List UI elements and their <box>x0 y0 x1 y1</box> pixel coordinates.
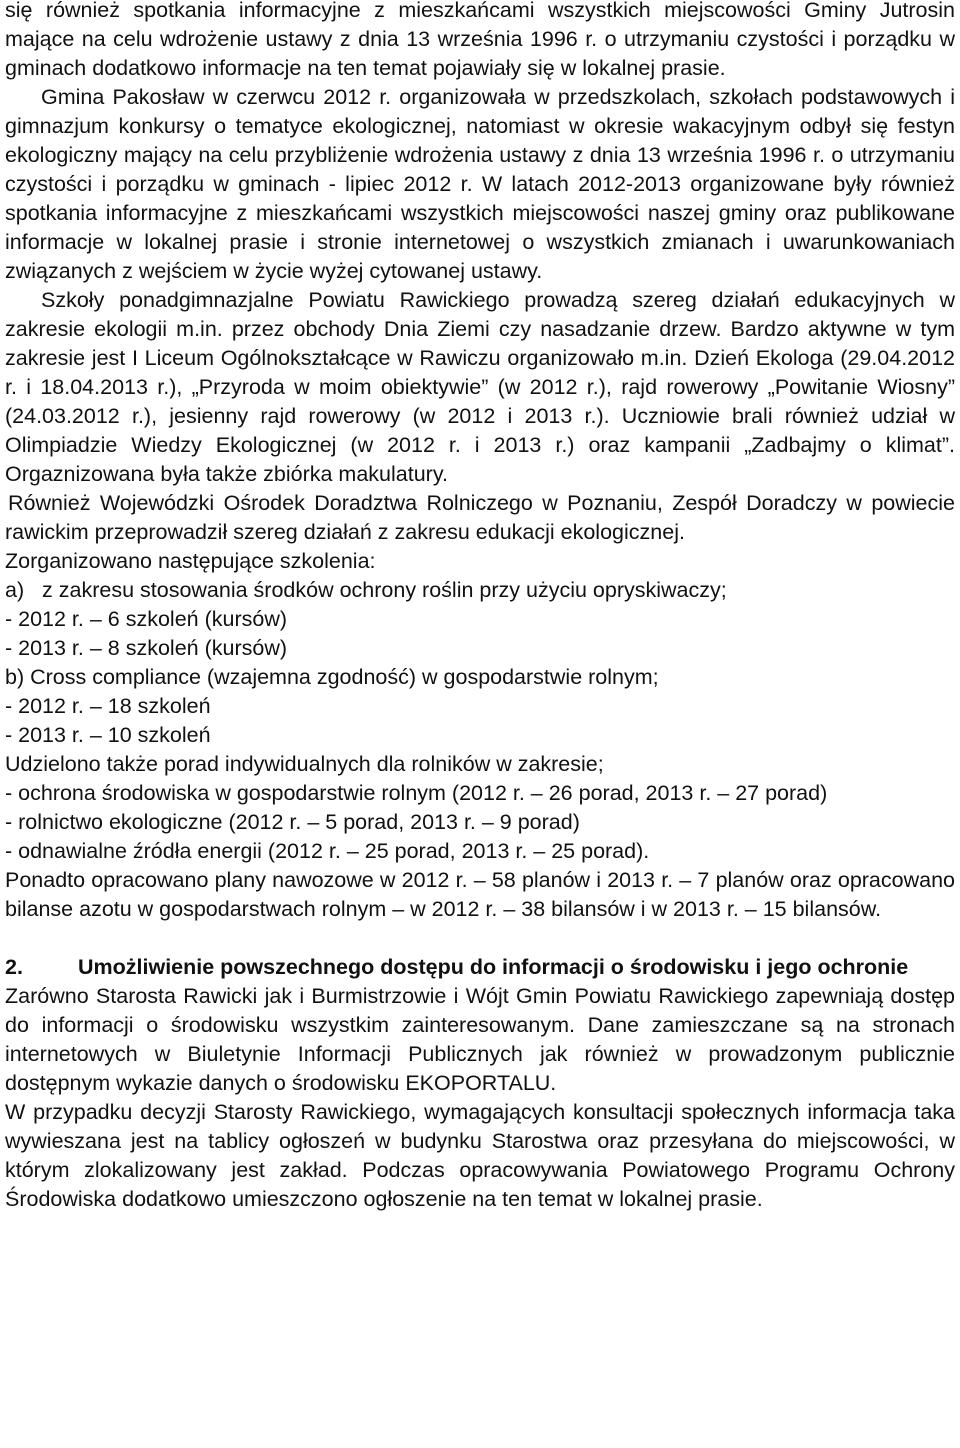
list-item: - 2012 r. – 6 szkoleń (kursów) <box>5 607 288 631</box>
list-item: - 2012 r. – 18 szkoleń <box>5 694 211 718</box>
list-item: - ochrona środowiska w gospodarstwie rolnym (2012 r. – 26 porad, 2013 r. – 27 porad) <box>5 781 828 805</box>
text-line: Zorganizowano następujące szkolenia: <box>5 549 376 573</box>
list-item: b) Cross compliance (wzajemna zgodność) w gospodarstwie rolnym; <box>5 665 659 689</box>
paragraph-wodr: Również Wojewódzki Ośrodek Doradztwa Rolniczego w Poznaniu, Zespół Doradczy w powiecie rawickim przeprowadził szereg działań z zakresu edukacji ekologicznej. <box>5 491 955 544</box>
list-item: a) z zakresu stosowania środków ochrony roślin przy użyciu opryskiwaczy; <box>5 578 727 602</box>
paragraph-jutrosin: się również spotkania informacyjne z mieszkańcami wszystkich miejscowości Gminy Jutrosin mające na celu wdrożenie ustawy z dnia 13 września 1996 r. o utrzymaniu czystości i porządku w gminach dodatkowo informacje na ten temat pojawiały się w lokalnej prasie. <box>5 0 955 80</box>
list-item: - 2013 r. – 10 szkoleń <box>5 723 211 747</box>
paragraph-pakoslaw: Gmina Pakosław w czerwcu 2012 r. organizowała w przedszkolach, szkołach podstawowych i gimnazjum konkursy o tematyce ekologicznej, natomiast w okresie wakacyjnym odbył się festyn ekologiczny mający na celu przybliżenie wdrożenia ustawy z dnia 13 września 1996 r. o utrzymaniu czystości i porządku w gminach - lipiec 2012 r. W latach 2012-2013 organizowane były również spotkania informacyjne z mieszkańcami wszystkich miejscowości naszej gminy oraz publikowane informacje w lokalnej prasie i stronie internetowej o wszystkich zmianach i uwarunkowaniach związanych z wejściem w życie wyżej cytowanej ustawy. <box>5 85 955 283</box>
list-item: - odnawialne źródła energii (2012 r. – 25 porad, 2013 r. – 25 porad). <box>5 839 650 863</box>
paragraph-consultations: W przypadku decyzji Starosty Rawickiego, wymagających konsultacji społecznych informacja taka wywieszana jest na tablicy ogłoszeń w budynku Starostwa oraz przesyłana do miejscowości, w którym zlokalizowany jest zakład. Podczas opracowywania Powiatowego Programu Ochrony Środowiska dodatkowo umieszczono ogłoszenie na ten temat w lokalnej prasie. <box>5 1100 955 1211</box>
document-page <box>5 0 955 1214</box>
section-heading <box>5 953 955 982</box>
paragraph-schools: Szkoły ponadgimnazjalne Powiatu Rawickiego prowadzą szereg działań edukacyjnych w zakresie ekologii m.in. przez obchody Dnia Ziemi czy nasadzanie drzew. Bardzo aktywne w tym zakresie jest I Liceum Ogólnokształcące w Rawiczu organizowało m.in. Dzień Ekologa (29.04.2012 r. i 18.04.2013 r.), „Przyroda w moim obiektywie” (w 2012 r.), rajd rowerowy „Powitanie Wiosny” (24.03.2012 r.), jesienny rajd rowerowy (w 2012 i 2013 r.). Uczniowie brali również udział w Olimpiadzie Wiedzy Ekologicznej (w 2012 r. i 2013 r.) oraz kampanii „Zadbajmy o klimat”. Orgaznizowana była także zbiórka makulatury. <box>5 288 955 486</box>
spacer <box>5 924 955 953</box>
text-line: Udzielono także porad indywidualnych dla rolników w zakresie; <box>5 752 604 776</box>
section-title: Umożliwienie powszechnego dostępu do informacji o środowisku i jego ochronie <box>78 955 909 979</box>
paragraph-fertilizer-plans: Ponadto opracowano plany nawozowe w 2012 r. – 58 planów i 2013 r. – 7 planów oraz opracowano bilanse azotu w gospodarstwach rolnym – w 2012 r. – 38 bilansów i w 2013 r. – 15 bilansów. <box>5 868 955 921</box>
list-item: - 2013 r. – 8 szkoleń (kursów) <box>5 636 288 660</box>
list-item: - rolnictwo ekologiczne (2012 r. – 5 porad, 2013 r. – 9 porad) <box>5 810 580 834</box>
paragraph-access: Zarówno Starosta Rawicki jak i Burmistrzowie i Wójt Gmin Powiatu Rawickiego zapewniają dostęp do informacji o środowisku wszystkim zainteresowanym. Dane zamieszczane są na stronach internetowych w Biuletynie Informacji Publicznych jak również w prowadzonym publicznie dostępnym wykazie danych o środowisku EKOPORTALU. <box>5 984 955 1095</box>
section-number: 2. <box>5 955 23 979</box>
